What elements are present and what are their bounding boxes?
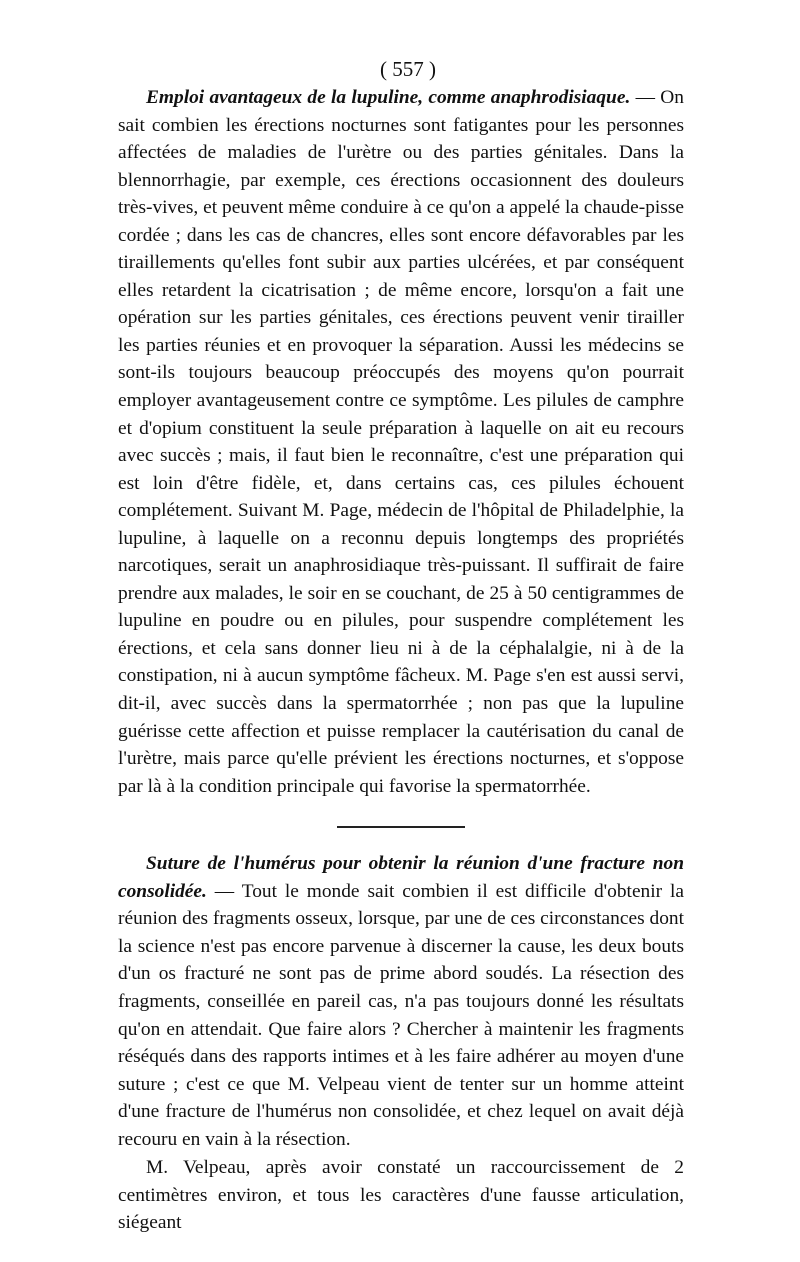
page-number: ( 557 ) [380, 57, 436, 81]
paragraph-velpeau: M. Velpeau, après avoir constaté un raccourcissement de 2 centimètres environ, et tous les caractères d'une fausse articulation, siégeant [118, 1157, 684, 1234]
section-body-humerus: Tout le monde sait combien il est difficile d'obtenir la réunion des fragments osseux, lorsque, par une de ces circonstances dont la science n'est pas encore parvenue à discerner la cause, les deux bouts d'un os fracturé ne sont pas de prime abord soudés. La résection des fragments, conseillée en pareil cas, n'a pas toujours donné les résultats qu'on en attendait. Que faire alors ? Chercher à maintenir les fragments réséqués dans des rapports intimes et à les faire adhérer au moyen d'une suture ; c'est ce que M. Velpeau vient de tenter sur un homme atteint d'une fracture de l'humérus non consolidée, et chez lequel on avait déjà recouru en vain à la résection. [118, 880, 684, 1150]
section-title-humerus: Suture de l'humérus pour obtenir la réunion d'une fracture non consolidée. [118, 853, 684, 902]
book-page [118, 56, 684, 1237]
section-body-lupuline: On sait combien les érections nocturnes sont fatigantes pour les personnes affectées de maladies de l'urètre ou des parties génitales. Dans la blennorrhagie, par exemple, ces érections occasionnent des douleurs très-vives, et peuvent même conduire à ce qu'on a appelé la chaude-pisse cordée ; dans les cas de chancres, elles sont encore défavorables par les tiraillements qu'elles font subir aux parties ulcérées, et par conséquent elles retardent la cicatrisation ; de même encore, lorsqu'on a fait une opération sur les parties génitales, ces érections peuvent venir tirailler les parties réunies et en provoquer la séparation. Aussi les médecins se sont-ils toujours beaucoup préoccupés des moyens qu'on pourrait employer avantageusement contre ce symptôme. Les pilules de camphre et d'opium constituent la seule préparation à laquelle on ait eu recours avec succès ; mais, il faut bien le reconnaître, c'est une préparation qui est loin d'être fidèle, et, dans certains cas, ces pilules échouent complétement. Suivant M. Page, médecin de l'hôpital de Philadelphie, la lupuline, à laquelle on a reconnu depuis longtemps des propriétés narcotiques, serait un anaphrosidiaque très-puissant. Il suffirait de faire prendre aux malades, le soir en se couchant, de 25 à 50 centigrammes de lupuline en poudre ou en pilules, pour suspendre complétement les érections, et cela sans donner lieu ni à de la céphalalgie, ni à de la constipation, ni à aucun symptôme fâcheux. M. Page s'en est aussi servi, dit-il, avec succès dans la spermatorrhée ; non pas que la lupuline guérisse cette affection et puisse remplacer la cautérisation du canal de l'urètre, mais parce qu'elle prévient les érections nocturnes, et s'oppose par là à la condition principale qui favorise la spermatorrhée. [118, 87, 684, 797]
section-humerus [118, 850, 684, 1153]
section-title-lupuline: Emploi avantageux de la lupuline, comme anaphrodisiaque. [146, 87, 631, 108]
title-dash: — [206, 880, 242, 902]
title-dash: — [630, 87, 661, 108]
section-lupuline [118, 84, 684, 800]
section-divider [337, 826, 465, 828]
